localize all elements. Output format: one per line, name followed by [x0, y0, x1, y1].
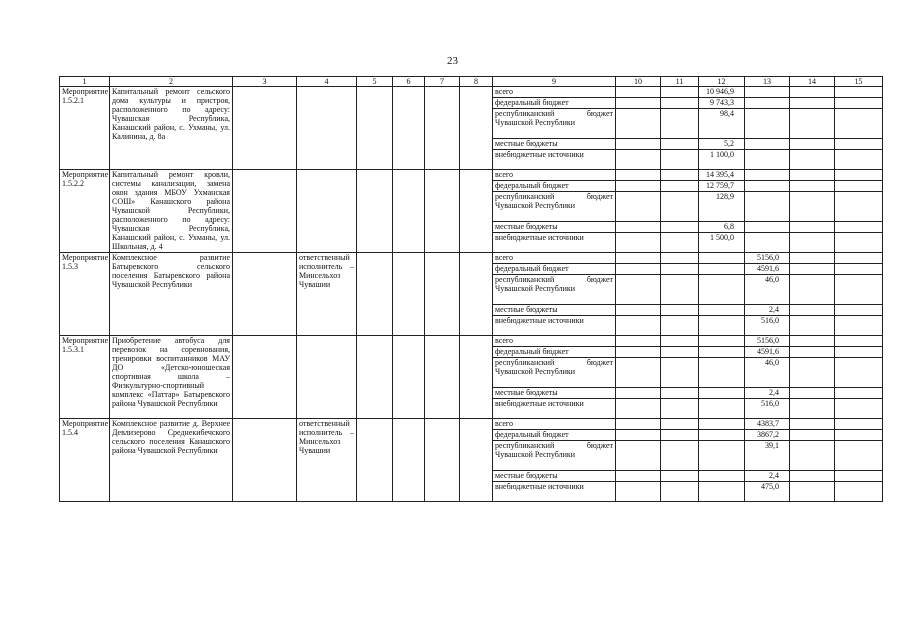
- empty-cell: [661, 150, 699, 170]
- value-col12: [699, 275, 745, 305]
- empty-cell: [616, 336, 661, 347]
- value-col13: 2,4: [745, 388, 790, 399]
- empty-cell: [233, 170, 297, 253]
- value-col13: 4591,6: [745, 347, 790, 358]
- fund-federal-label: федеральный бюджет: [493, 181, 616, 192]
- empty-cell: [460, 87, 493, 170]
- fund-local-label: местные бюджеты: [493, 222, 616, 233]
- activity-code: Мероприятие 1.5.2.2: [60, 170, 110, 253]
- table-row: [60, 419, 883, 430]
- executor-cell: ответственный исполнитель – Минсельхоз Чувашии: [297, 253, 357, 336]
- fund-total-label: всего: [493, 253, 616, 264]
- empty-cell: [425, 253, 460, 336]
- value-col13: [745, 170, 790, 181]
- fund-republican-label: республиканский бюджет Чувашской Республики: [493, 275, 616, 305]
- column-numbers-row: [60, 77, 883, 87]
- empty-cell: [790, 253, 835, 264]
- empty-cell: [835, 253, 883, 264]
- value-col12: 5,2: [699, 139, 745, 150]
- empty-cell: [835, 222, 883, 233]
- empty-cell: [790, 150, 835, 170]
- activity-name: Капитальный ремонт кровли, системы канализации, замена окон здания МБОУ Ухманская СОШ» Канашского района Чувашской Республики, расположенного по адресу: Чувашская Республика, Канашский район, с. Ухманы, ул. Школьная, д. 4: [110, 170, 233, 253]
- empty-cell: [835, 347, 883, 358]
- empty-cell: [790, 419, 835, 430]
- empty-cell: [661, 399, 699, 419]
- empty-cell: [790, 336, 835, 347]
- fund-local-label: местные бюджеты: [493, 305, 616, 316]
- empty-cell: [790, 87, 835, 98]
- empty-cell: [835, 336, 883, 347]
- empty-cell: [790, 181, 835, 192]
- empty-cell: [661, 419, 699, 430]
- empty-cell: [835, 264, 883, 275]
- empty-cell: [661, 441, 699, 471]
- fund-total-label: всего: [493, 170, 616, 181]
- empty-cell: [835, 170, 883, 181]
- empty-cell: [661, 430, 699, 441]
- empty-cell: [661, 275, 699, 305]
- empty-cell: [790, 264, 835, 275]
- table-row: [60, 253, 883, 264]
- value-col13: 46,0: [745, 275, 790, 305]
- value-col13: 475,0: [745, 482, 790, 502]
- executor-cell: [297, 170, 357, 253]
- empty-cell: [835, 305, 883, 316]
- empty-cell: [835, 471, 883, 482]
- executor-cell: [297, 87, 357, 170]
- empty-cell: [661, 471, 699, 482]
- empty-cell: [616, 399, 661, 419]
- empty-cell: [790, 139, 835, 150]
- activity-code: Мероприятие 1.5.3.1: [60, 336, 110, 419]
- empty-cell: [616, 471, 661, 482]
- empty-cell: [661, 87, 699, 98]
- empty-cell: [835, 399, 883, 419]
- fund-local-label: местные бюджеты: [493, 471, 616, 482]
- column-number: 7: [425, 77, 460, 87]
- empty-cell: [616, 98, 661, 109]
- column-number: 8: [460, 77, 493, 87]
- empty-cell: [790, 399, 835, 419]
- executor-cell: ответственный исполнитель – Минсельхоз Чувашии: [297, 419, 357, 502]
- empty-cell: [661, 170, 699, 181]
- value-col12: 1 500,0: [699, 233, 745, 253]
- empty-cell: [357, 336, 393, 419]
- value-col13: 4591,6: [745, 264, 790, 275]
- fund-total-label: всего: [493, 419, 616, 430]
- value-col12: 6,8: [699, 222, 745, 233]
- table-row: [60, 87, 883, 98]
- empty-cell: [616, 233, 661, 253]
- budget-table: [59, 76, 883, 502]
- value-col12: 12 759,7: [699, 181, 745, 192]
- value-col12: 10 946,9: [699, 87, 745, 98]
- value-col13: 5156,0: [745, 336, 790, 347]
- fund-republican-label: республиканский бюджет Чувашской Республики: [493, 109, 616, 139]
- value-col13: [745, 98, 790, 109]
- value-col12: 1 100,0: [699, 150, 745, 170]
- activity-code: Мероприятие 1.5.2.1: [60, 87, 110, 170]
- value-col13: [745, 181, 790, 192]
- empty-cell: [233, 336, 297, 419]
- empty-cell: [425, 87, 460, 170]
- empty-cell: [790, 316, 835, 336]
- empty-cell: [357, 419, 393, 502]
- empty-cell: [425, 419, 460, 502]
- fund-total-label: всего: [493, 336, 616, 347]
- empty-cell: [790, 98, 835, 109]
- empty-cell: [616, 419, 661, 430]
- fund-extrabudgetary-label: внебюджетные источники: [493, 399, 616, 419]
- value-col13: [745, 233, 790, 253]
- empty-cell: [616, 441, 661, 471]
- empty-cell: [835, 181, 883, 192]
- empty-cell: [790, 430, 835, 441]
- empty-cell: [835, 419, 883, 430]
- value-col12: [699, 399, 745, 419]
- value-col12: [699, 347, 745, 358]
- empty-cell: [616, 222, 661, 233]
- empty-cell: [835, 87, 883, 98]
- fund-republican-label: республиканский бюджет Чувашской Республики: [493, 441, 616, 471]
- activity-name: Комплексное развитие д. Верхнее Девлизерово Среднекибечского сельского поселения Канашского района Чувашской Республики: [110, 419, 233, 502]
- value-col12: 14 395,4: [699, 170, 745, 181]
- empty-cell: [790, 222, 835, 233]
- value-col13: 5156,0: [745, 253, 790, 264]
- empty-cell: [661, 305, 699, 316]
- empty-cell: [790, 358, 835, 388]
- empty-cell: [616, 482, 661, 502]
- empty-cell: [835, 98, 883, 109]
- fund-republican-label: республиканский бюджет Чувашской Республики: [493, 358, 616, 388]
- empty-cell: [790, 192, 835, 222]
- value-col13: [745, 192, 790, 222]
- empty-cell: [233, 87, 297, 170]
- empty-cell: [835, 388, 883, 399]
- empty-cell: [661, 336, 699, 347]
- empty-cell: [616, 316, 661, 336]
- empty-cell: [835, 275, 883, 305]
- value-col12: [699, 305, 745, 316]
- empty-cell: [661, 181, 699, 192]
- column-number: 15: [835, 77, 883, 87]
- empty-cell: [661, 264, 699, 275]
- fund-extrabudgetary-label: внебюджетные источники: [493, 233, 616, 253]
- column-number: 12: [699, 77, 745, 87]
- value-col13: [745, 87, 790, 98]
- empty-cell: [393, 170, 425, 253]
- fund-federal-label: федеральный бюджет: [493, 98, 616, 109]
- value-col12: [699, 358, 745, 388]
- column-number: 5: [357, 77, 393, 87]
- empty-cell: [616, 430, 661, 441]
- empty-cell: [661, 109, 699, 139]
- activity-name: Комплексное развитие Батыревского сельского поселения Батыревского района Чувашской Республики: [110, 253, 233, 336]
- empty-cell: [790, 441, 835, 471]
- empty-cell: [790, 305, 835, 316]
- empty-cell: [790, 388, 835, 399]
- empty-cell: [616, 181, 661, 192]
- empty-cell: [460, 336, 493, 419]
- value-col12: [699, 336, 745, 347]
- column-number: 13: [745, 77, 790, 87]
- empty-cell: [835, 233, 883, 253]
- empty-cell: [616, 358, 661, 388]
- fund-federal-label: федеральный бюджет: [493, 430, 616, 441]
- empty-cell: [661, 358, 699, 388]
- empty-cell: [616, 139, 661, 150]
- value-col13: [745, 109, 790, 139]
- empty-cell: [616, 87, 661, 98]
- page-number: 23: [447, 55, 458, 67]
- empty-cell: [616, 170, 661, 181]
- empty-cell: [790, 347, 835, 358]
- empty-cell: [616, 192, 661, 222]
- empty-cell: [835, 109, 883, 139]
- empty-cell: [393, 419, 425, 502]
- value-col13: 2,4: [745, 471, 790, 482]
- empty-cell: [393, 336, 425, 419]
- empty-cell: [790, 170, 835, 181]
- column-number: 6: [393, 77, 425, 87]
- fund-local-label: местные бюджеты: [493, 388, 616, 399]
- empty-cell: [460, 170, 493, 253]
- value-col13: 516,0: [745, 316, 790, 336]
- value-col12: [699, 264, 745, 275]
- value-col12: [699, 388, 745, 399]
- empty-cell: [835, 358, 883, 388]
- empty-cell: [835, 482, 883, 502]
- value-col13: 3867,2: [745, 430, 790, 441]
- fund-extrabudgetary-label: внебюджетные источники: [493, 316, 616, 336]
- empty-cell: [616, 388, 661, 399]
- column-number: 1: [60, 77, 110, 87]
- column-number: 9: [493, 77, 616, 87]
- empty-cell: [835, 430, 883, 441]
- fund-republican-label: республиканский бюджет Чувашской Республики: [493, 192, 616, 222]
- value-col13: [745, 139, 790, 150]
- fund-extrabudgetary-label: внебюджетные источники: [493, 150, 616, 170]
- empty-cell: [661, 253, 699, 264]
- value-col12: [699, 430, 745, 441]
- value-col12: [699, 316, 745, 336]
- value-col12: [699, 482, 745, 502]
- empty-cell: [616, 347, 661, 358]
- empty-cell: [835, 139, 883, 150]
- empty-cell: [616, 109, 661, 139]
- empty-cell: [790, 109, 835, 139]
- column-number: 11: [661, 77, 699, 87]
- empty-cell: [790, 233, 835, 253]
- empty-cell: [835, 192, 883, 222]
- activity-name: Капитальный ремонт сельского дома культуры и пристроя, расположенного по адресу: Чувашская Республика, Канашский район, с. Ухманы, ул. Калинина, д. 8а: [110, 87, 233, 170]
- fund-federal-label: федеральный бюджет: [493, 347, 616, 358]
- empty-cell: [835, 316, 883, 336]
- value-col12: [699, 419, 745, 430]
- value-col13: [745, 150, 790, 170]
- empty-cell: [357, 87, 393, 170]
- activity-code: Мероприятие 1.5.3: [60, 253, 110, 336]
- empty-cell: [835, 150, 883, 170]
- value-col13: [745, 222, 790, 233]
- empty-cell: [616, 305, 661, 316]
- empty-cell: [835, 441, 883, 471]
- empty-cell: [460, 253, 493, 336]
- value-col12: 128,9: [699, 192, 745, 222]
- empty-cell: [233, 253, 297, 336]
- empty-cell: [616, 150, 661, 170]
- empty-cell: [790, 471, 835, 482]
- empty-cell: [661, 222, 699, 233]
- value-col13: 39,1: [745, 441, 790, 471]
- empty-cell: [233, 419, 297, 502]
- column-number: 3: [233, 77, 297, 87]
- empty-cell: [616, 253, 661, 264]
- table-row: [60, 336, 883, 347]
- value-col13: 516,0: [745, 399, 790, 419]
- fund-local-label: местные бюджеты: [493, 139, 616, 150]
- fund-federal-label: федеральный бюджет: [493, 264, 616, 275]
- empty-cell: [661, 98, 699, 109]
- empty-cell: [393, 253, 425, 336]
- value-col12: [699, 471, 745, 482]
- value-col12: 9 743,3: [699, 98, 745, 109]
- table-row: [60, 170, 883, 181]
- column-number: 14: [790, 77, 835, 87]
- value-col13: 2,4: [745, 305, 790, 316]
- empty-cell: [357, 253, 393, 336]
- empty-cell: [661, 139, 699, 150]
- empty-cell: [661, 192, 699, 222]
- empty-cell: [425, 336, 460, 419]
- activity-code: Мероприятие 1.5.4: [60, 419, 110, 502]
- empty-cell: [616, 275, 661, 305]
- value-col12: [699, 441, 745, 471]
- empty-cell: [661, 388, 699, 399]
- empty-cell: [661, 347, 699, 358]
- empty-cell: [616, 264, 661, 275]
- empty-cell: [661, 233, 699, 253]
- value-col13: 46,0: [745, 358, 790, 388]
- fund-total-label: всего: [493, 87, 616, 98]
- empty-cell: [393, 87, 425, 170]
- empty-cell: [790, 275, 835, 305]
- empty-cell: [661, 482, 699, 502]
- fund-extrabudgetary-label: внебюджетные источники: [493, 482, 616, 502]
- empty-cell: [460, 419, 493, 502]
- value-col13: 4383,7: [745, 419, 790, 430]
- executor-cell: [297, 336, 357, 419]
- empty-cell: [661, 316, 699, 336]
- empty-cell: [425, 170, 460, 253]
- empty-cell: [790, 482, 835, 502]
- column-number: 2: [110, 77, 233, 87]
- activity-name: Приобретение автобуса для перевозок на соревнования, тренировки воспитанников МАУ ДО «Детско-юношеская спортивная школа – Физкультурно-спортивный комплекс «Паттар» Батыревского района Чувашской Республики: [110, 336, 233, 419]
- value-col12: 98,4: [699, 109, 745, 139]
- value-col12: [699, 253, 745, 264]
- column-number: 10: [616, 77, 661, 87]
- column-number: 4: [297, 77, 357, 87]
- empty-cell: [357, 170, 393, 253]
